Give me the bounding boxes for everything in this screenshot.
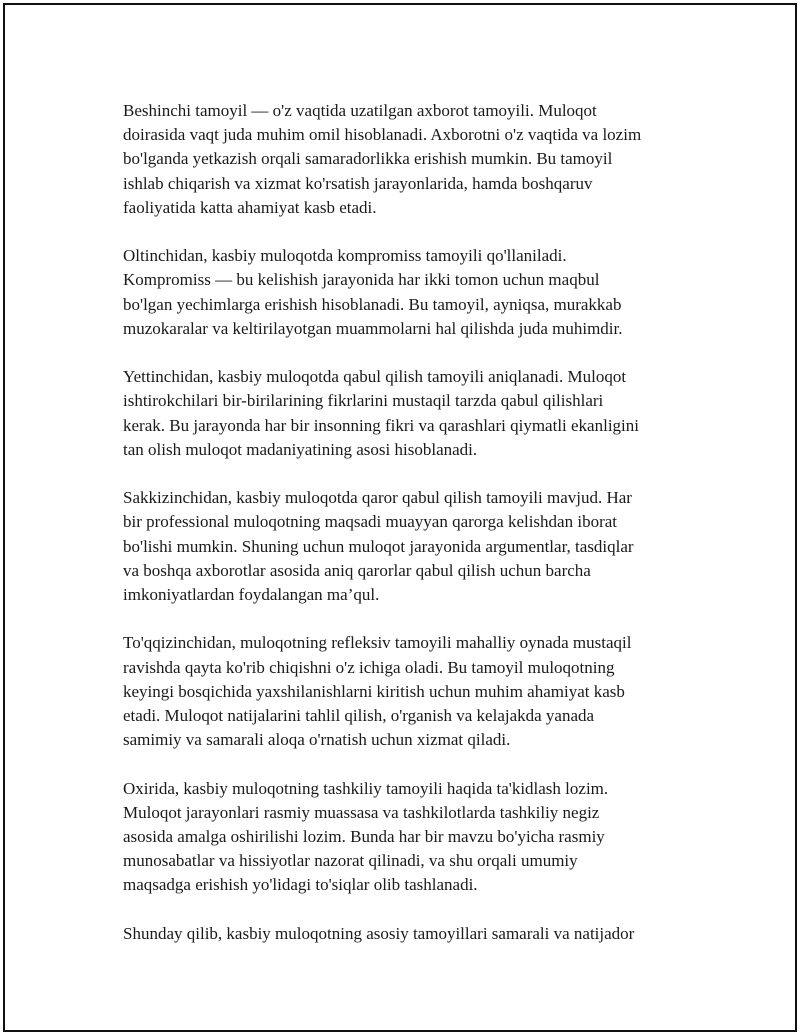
paragraph-sixth-principle xyxy=(123,244,689,341)
text-line: To'qqizinchidan, muloqotning refleksiv tamoyili mahalliy oynada mustaqil xyxy=(123,633,632,653)
text-line: etadi. Muloqot natijalarini tahlil qilish, o'rganish va kelajakda yanada xyxy=(123,706,595,726)
text-line: faoliyatida katta ahamiyat kasb etadi. xyxy=(123,197,377,217)
paragraph-eighth-principle xyxy=(123,486,689,607)
text-line: Shunday qilib, kasbiy muloqotning asosiy tamoyillari samarali va natijador xyxy=(123,923,635,943)
text-line: Oltinchidan, kasbiy muloqotda kompromiss tamoyili qo'llaniladi. xyxy=(123,246,567,266)
text-line: Yettinchidan, kasbiy muloqotda qabul qilish tamoyili aniqlanadi. Muloqot xyxy=(123,367,627,387)
text-line: bo'lganda yetkazish orqali samaradorlikka erishish mumkin. Bu tamoyil xyxy=(123,149,613,169)
text-line: bo'lishi mumkin. Shuning uchun muloqot jarayonida argumentlar, tasdiqlar xyxy=(123,536,634,556)
text-line: Oxirida, kasbiy muloqotning tashkiliy tamoyili haqida ta'kidlash lozim. xyxy=(123,778,609,798)
text-line: imkoniyatlardan foydalangan ma’qul. xyxy=(123,585,380,605)
text-line: keyingi bosqichida yaxshilanishlarni kiritish uchun muhim ahamiyat kasb xyxy=(123,681,625,701)
page-frame xyxy=(3,3,797,1032)
paragraph-conclusion xyxy=(123,922,689,946)
text-line: muzokaralar va keltirilayotgan muammolarni hal qilishda juda muhimdir. xyxy=(123,318,623,338)
text-line: Kompromiss — bu kelishish jarayonida har ikki tomon uchun maqbul xyxy=(123,270,600,290)
text-line: bo'lgan yechimlarga erishish hisoblanadi. Bu tamoyil, ayniqsa, murakkab xyxy=(123,294,622,314)
text-line: ishtirokchilari bir-birilarining fikrlarini mustaqil tarzda qabul qilishlari xyxy=(123,391,604,411)
text-line: Beshinchi tamoyil — o'z vaqtida uzatilgan axborot tamoyili. Muloqot xyxy=(123,101,597,120)
text-line: ishlab chiqarish va xizmat ko'rsatish jarayonlarida, hamda boshqaruv xyxy=(123,173,593,193)
text-line: Sakkizinchidan, kasbiy muloqotda qaror qabul qilish tamoyili mavjud. Har xyxy=(123,488,632,508)
text-line: Muloqot jarayonlari rasmiy muassasa va tashkilotlarda tashkiliy negiz xyxy=(123,802,600,822)
text-line: bir professional muloqotning maqsadi muayyan qarorga kelishdan iborat xyxy=(123,512,617,532)
text-line: asosida amalga oshirilishi lozim. Bunda har bir mavzu bo'yicha rasmiy xyxy=(123,827,605,847)
text-line: va boshqa axborotlar asosida aniq qarorlar qabul qilish uchun barcha xyxy=(123,560,591,580)
text-line: tan olish muloqot madaniyatining asosi hisoblanadi. xyxy=(123,439,478,459)
text-line: maqsadga erishish yo'lidagi to'siqlar olib tashlanadi. xyxy=(123,875,478,895)
text-line: kerak. Bu jarayonda har bir insonning fikri va qarashlari qiymatli ekanligini xyxy=(123,415,639,435)
text-line: munosabatlar va hissiyotlar nazorat qilinadi, va shu orqali umumiy xyxy=(123,851,578,871)
text-line: ravishda qayta ko'rib chiqishni o'z ichiga oladi. Bu tamoyil muloqotning xyxy=(123,657,615,677)
paragraph-seventh-principle xyxy=(123,365,689,462)
page-body xyxy=(123,99,689,946)
paragraph-fifth-principle xyxy=(123,99,689,220)
text-line: samimiy va samarali aloqa o'rnatish uchun xizmat qiladi. xyxy=(123,730,511,750)
paragraph-organizational-principle xyxy=(123,777,689,898)
paragraph-ninth-principle xyxy=(123,631,689,752)
text-line: doirasida vaqt juda muhim omil hisoblanadi. Axborotni o'z vaqtida va lozim xyxy=(123,125,642,145)
